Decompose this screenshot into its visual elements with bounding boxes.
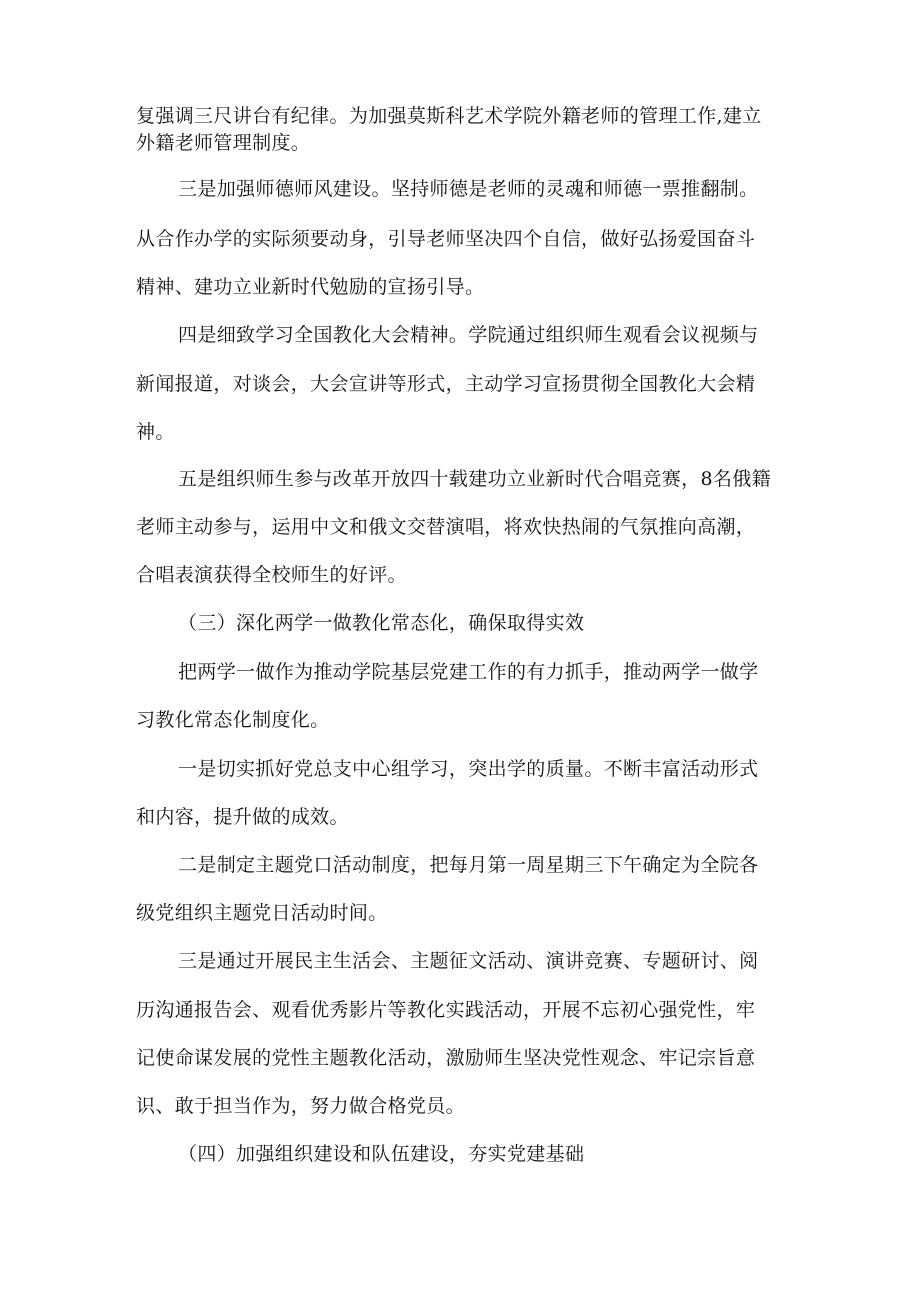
section-heading: （四）加强组织建设和队伍建设，夯实党建基础	[178, 1143, 585, 1165]
paragraph-start-line: 三是加强师德师风建设。坚持师德是老师的灵魂和师德一票推翻制。	[178, 178, 759, 200]
text-line: 神。	[136, 421, 175, 443]
text-line: 复强调三尺讲台有纪律。为加强莫斯科艺术学院外籍老师的管理工作,建立	[136, 105, 762, 127]
text-line: 从合作办学的实际须要动身，引导老师坚决四个自信，做好弘扬爱国奋斗	[136, 228, 756, 250]
text-line: 记使命谋发展的党性主题教化活动，激励师生坚决党性观念、牢记宗旨意	[136, 1047, 756, 1069]
paragraph-start-line: 四是细致学习全国教化大会精神。学院通过组织师生观看会议视频与	[178, 324, 759, 346]
text-line: 历沟通报告会、观看优秀影片等教化实践活动，开展不忘初心强党性，牢	[136, 999, 756, 1021]
text-line: 老师主动参与，运用中文和俄文交替演唱，将欢快热闹的气氛推向高潮，	[136, 516, 756, 538]
paragraph-start-line: 把两学一做作为推动学院基层党建工作的有力抓手，推动两学一做学	[178, 661, 759, 683]
text-line: 习教化常态化制度化。	[136, 709, 330, 731]
text-line: 精神、建功立业新时代勉励的宣扬引导。	[136, 276, 485, 298]
text-line: 合唱表演获得全校师生的好评。	[136, 564, 407, 586]
section-heading: （三）深化两学一做教化常态化，确保取得实效	[178, 612, 585, 634]
paragraph-start-line: 一是切实抓好党总支中心组学习，突出学的质量。不断丰富活动形式	[178, 758, 759, 780]
text-line: 外籍老师管理制度。	[136, 132, 311, 154]
text-line: 识、敢于担当作为，努力做合格党员。	[136, 1095, 465, 1117]
text-line: 新闻报道，对谈会，大会宣讲等形式，主动学习宣扬贯彻全国教化大会精	[136, 373, 756, 395]
paragraph-start-line: 二是制定主题党口活动制度，把每月第一周星期三下午确定为全院各	[178, 854, 759, 876]
paragraph-start-line: 五是组织师生参与改革开放四十载建功立业新时代合唱竞赛，8名俄籍	[178, 468, 771, 490]
text-line: 和内容，提升做的成效。	[136, 806, 349, 828]
paragraph-start-line: 三是通过开展民主生活会、主题征文活动、演讲竞赛、专题研讨、阅	[178, 950, 759, 972]
text-line: 级党组织主题党日活动时间。	[136, 902, 388, 924]
